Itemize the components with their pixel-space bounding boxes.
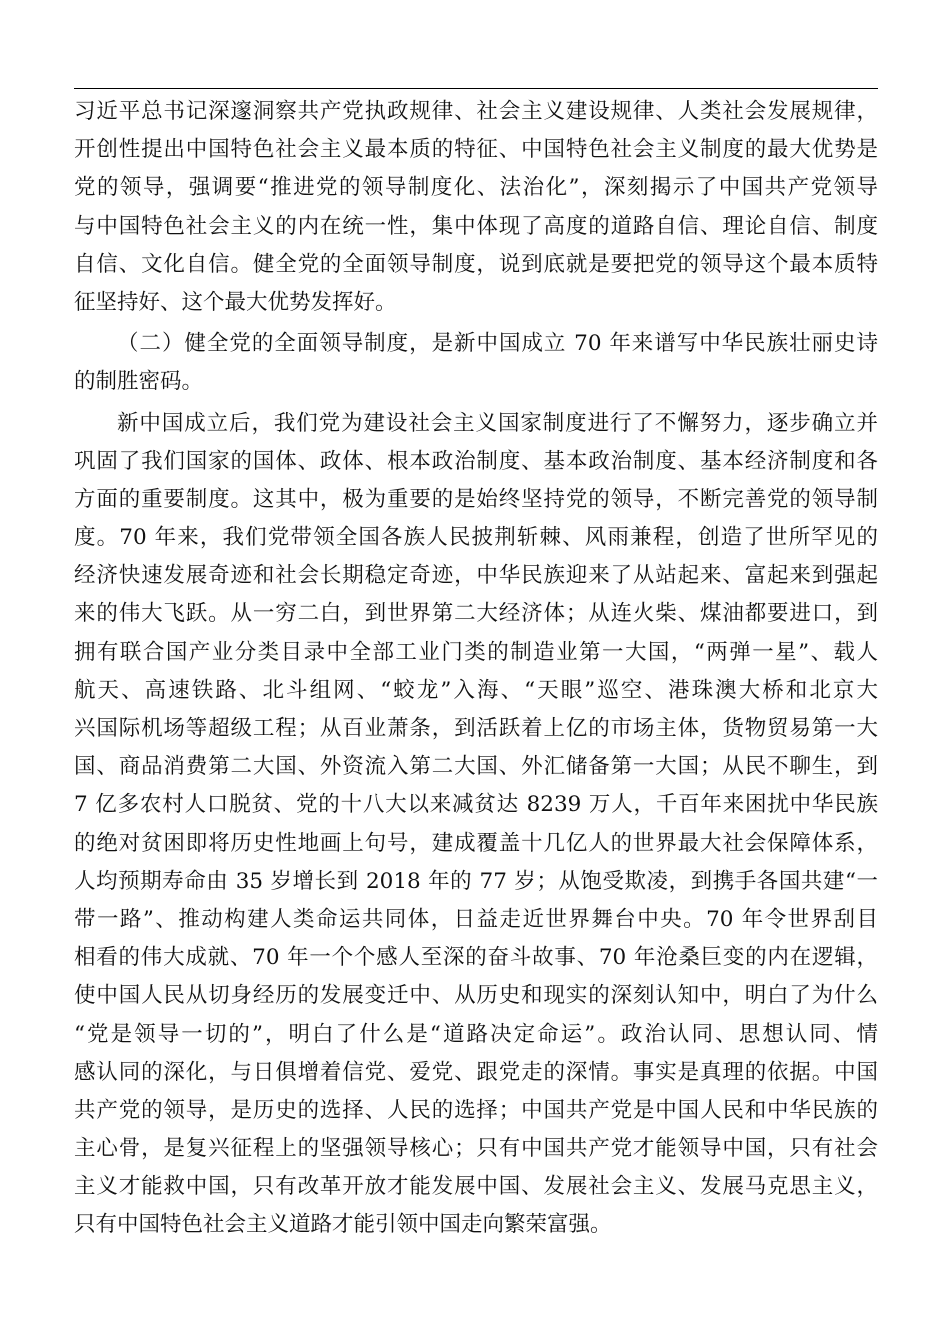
text-line: 经济快速发展奇迹和社会长期稳定奇迹，中华民族迎来了从站起来、富起来到强起 [74,563,878,589]
text-line: 相看的伟大成就、70 年一个个感人至深的奋斗故事、70 年沧桑巨变的内在逻辑， [74,945,878,971]
text-line: “党是领导一切的”，明白了什么是“道路决定命运”。政治认同、思想认同、情 [74,1021,878,1047]
text-line: （二）健全党的全面领导制度，是新中国成立 70 年来谱写中华民族壮丽史诗 [117,331,878,357]
text-line: 人均预期寿命由 35 岁增长到 2018 年的 77 岁；从饱受欺凌，到携手各国共建“一 [74,868,878,894]
text-line: 度。70 年来，我们党带领全国各族人民披荆斩棘、风雨兼程，创造了世所罕见的 [74,525,878,551]
text-line: 主义才能救中国，只有改革开放才能发展中国、发展社会主义、发展马克思主义， [74,1174,878,1200]
text-line: 国、商品消费第二大国、外资流入第二大国、外汇储备第一大国；从民不聊生，到 [74,754,878,780]
text-line: 党的领导，强调要“推进党的领导制度化、法治化”，深刻揭示了中国共产党领导 [74,175,878,201]
text-line: 共产党的领导，是历史的选择、人民的选择；中国共产党是中国人民和中华民族的 [74,1097,878,1123]
text-line: 与中国特色社会主义的内在统一性，集中体现了高度的道路自信、理论自信、制度 [74,213,878,239]
text-line: 巩固了我们国家的国体、政体、根本政治制度、基本政治制度、基本经济制度和各 [74,448,878,474]
paragraph [74,93,878,322]
document-body [74,93,878,1245]
text-line: 主心骨，是复兴征程上的坚强领导核心；只有中国共产党才能领导中国，只有社会 [74,1136,878,1162]
text-line: 自信、文化自信。健全党的全面领导制度，说到底就是要把党的领导这个最本质特 [74,251,878,277]
text-line: 开创性提出中国特色社会主义最本质的特征、中国特色社会主义制度的最大优势是 [74,137,878,163]
text-line: 新中国成立后，我们党为建设社会主义国家制度进行了不懈努力，逐步确立并 [117,410,878,436]
text-line: 航天、高速铁路、北斗组网、“蛟龙”入海、“天眼”巡空、港珠澳大桥和北京大 [74,677,878,703]
text-line: 只有中国特色社会主义道路才能引领中国走向繁荣富强。 [74,1212,612,1238]
section-heading-paragraph [74,325,878,401]
text-line: 的绝对贫困即将历史性地画上句号，建成覆盖十几亿人的世界最大社会保障体系， [74,830,878,856]
text-line: 征坚持好、这个最大优势发挥好。 [74,289,397,315]
text-line: 使中国人民从切身经历的发展变迁中、从历史和现实的深刻认知中，明白了为什么 [74,983,878,1009]
text-line: 来的伟大飞跃。从一穷二白，到世界第二大经济体；从连火柴、煤油都要进口，到 [74,601,878,627]
text-line: 习近平总书记深邃洞察共产党执政规律、社会主义建设规律、人类社会发展规律， [74,99,878,124]
text-line: 拥有联合国产业分类目录中全部工业门类的制造业第一大国，“两弹一星”、载人 [74,639,878,665]
text-line: 7 亿多农村人口脱贫、党的十八大以来减贫达 8239 万人，千百年来困扰中华民族 [74,792,878,818]
text-line: 方面的重要制度。这其中，极为重要的是始终坚持党的领导，不断完善党的领导制 [74,486,878,512]
text-line: 的制胜密码。 [74,369,204,395]
text-line: 感认同的深化，与日俱增着信党、爱党、跟党走的深情。事实是真理的依据。中国 [74,1059,878,1085]
paragraph [74,405,878,1245]
text-line: 带一路”、推动构建人类命运共同体，日益走近世界舞台中央。70 年令世界刮目 [74,906,878,932]
header-rule [74,88,878,89]
text-line: 兴国际机场等超级工程；从百业萧条，到活跃着上亿的市场主体，货物贸易第一大 [74,716,878,741]
